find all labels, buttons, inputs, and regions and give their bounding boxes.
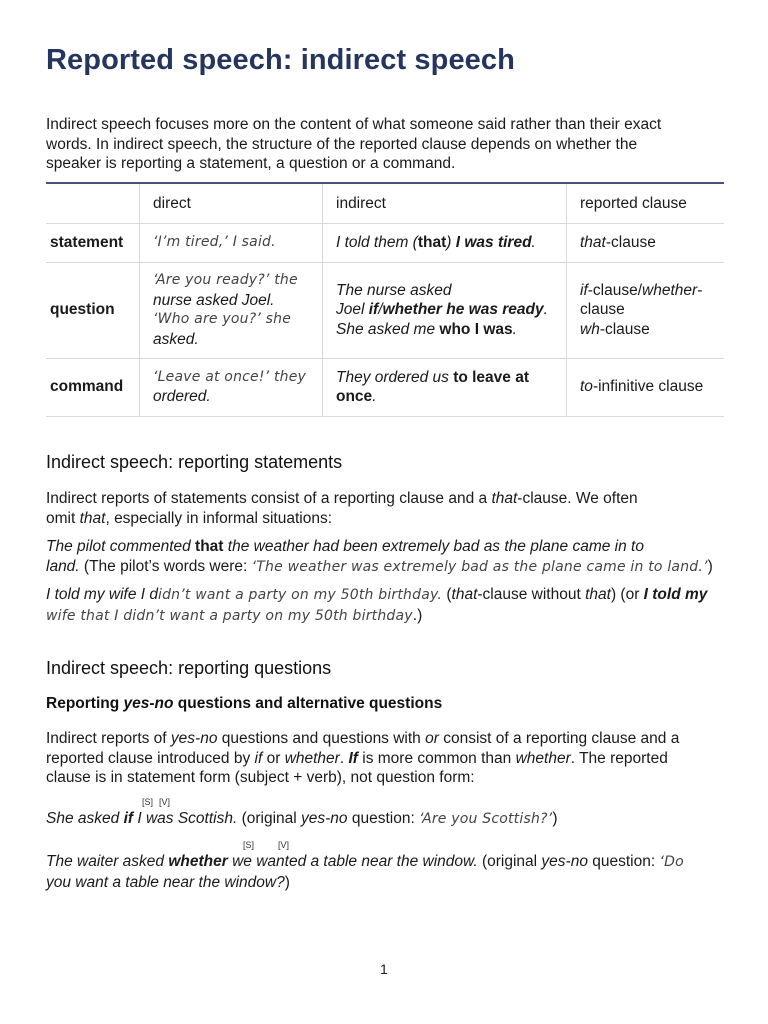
clause-cell: to-infinitive clause (567, 358, 725, 416)
verb-tag: [V] (278, 840, 290, 850)
section-heading-questions: Indirect speech: reporting questions (46, 658, 332, 678)
table-header-row (46, 183, 724, 223)
subject-tag: [S] (243, 840, 255, 850)
direct-cell: ‘I’m tired,’ I said. (140, 223, 323, 262)
direct-cell: ‘Leave at once!’ they ordered. (140, 358, 323, 416)
intro-paragraph (46, 115, 722, 174)
clause-cell: if-clause/whether- clause wh-clause (567, 262, 725, 358)
row-label: statement (46, 223, 140, 262)
row-label: question (46, 262, 140, 358)
intro-line: words. In indirect speech, the structure of the reported clause depends on whether the (46, 135, 638, 153)
table-row (46, 358, 724, 416)
verb-tag: [V] (159, 797, 171, 807)
statement-example-wife: I told my wife I didn’t want a party on my 50th birthday. (that-clause without that) (or I told my wife that I didn’t want a party on my 50th birthday.) (46, 586, 708, 624)
page-title: Reported speech: indirect speech (46, 44, 515, 76)
speech-comparison-table (46, 182, 724, 417)
column-header-reported-clause: reported clause (567, 183, 725, 223)
indirect-cell: They ordered us to leave at once. (323, 358, 567, 416)
questions-paragraph: Indirect reports of yes-no questions and questions with or consist of a reporting clause and a reported clause introduced by if or whether. If is more common than whether. The reported clause is in statement form (subject + verb), not question form: (46, 730, 680, 786)
section-heading-statements: Indirect speech: reporting statements (46, 452, 343, 472)
statements-paragraph: Indirect reports of statements consist of a reporting clause and a that-clause. We often omit that, especially in informal situations: (46, 490, 638, 527)
page-number: 1 (380, 961, 388, 977)
table-row (46, 223, 724, 262)
clause-cell: that-clause (567, 223, 725, 262)
row-label: command (46, 358, 140, 416)
indirect-cell: I told them (that) I was tired. (323, 223, 567, 262)
indirect-cell: The nurse asked Joel if/whether he was ready. She asked me who I was. (323, 262, 567, 358)
intro-line: Indirect speech focuses more on the content of what someone said rather than their exact (46, 116, 662, 133)
column-header-direct: direct (140, 183, 323, 223)
table-row (46, 262, 724, 358)
question-example-scottish: She asked if I was Scottish. (original yes-no question: ‘Are you Scottish?’) (46, 810, 558, 827)
question-example-waiter: The waiter asked whether we wanted a table near the window. (original yes-no question: ‘Do you want a table near the window?) (46, 853, 684, 891)
statement-example-pilot: The pilot commented that the weather had been extremely bad as the plane came in to land. (The pilot’s words were: ‘The weather was extremely bad as the plane came in to land.’) (46, 538, 713, 575)
column-header-indirect: indirect (323, 183, 567, 223)
table-corner-cell (46, 183, 140, 223)
subject-tag: [S] (142, 797, 154, 807)
direct-cell: ‘Are you ready?’ the nurse asked Joel. ‘Who are you?’ she asked. (140, 262, 323, 358)
intro-line: speaker is reporting a statement, a question or a command. (46, 155, 456, 172)
subheading-yes-no: Reporting yes-no questions and alternative questions (46, 695, 443, 712)
